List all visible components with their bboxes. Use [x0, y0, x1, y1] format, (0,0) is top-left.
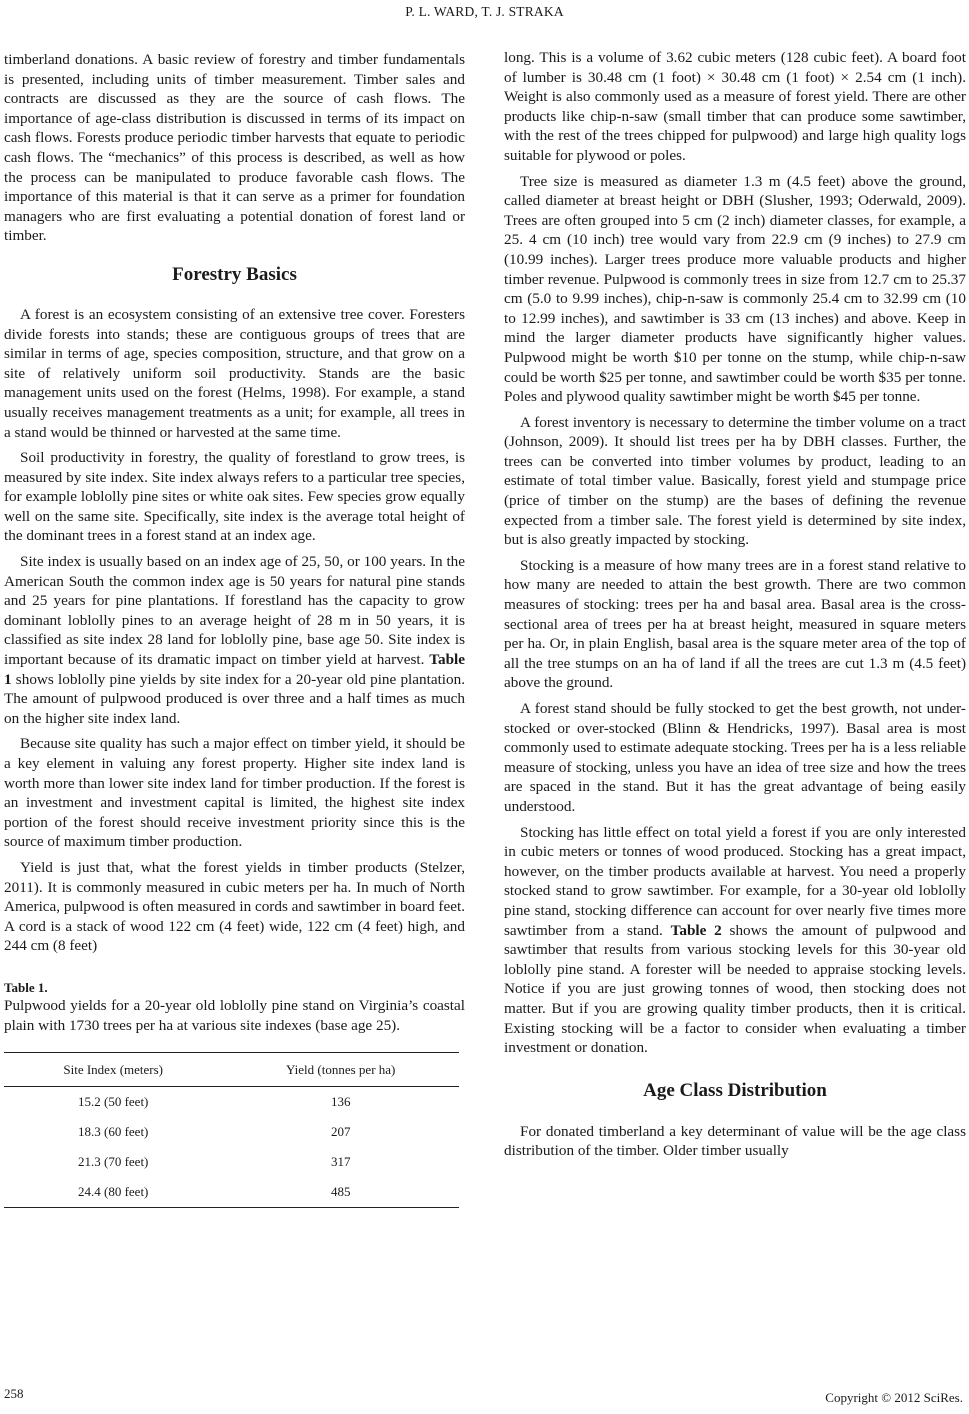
table-row	[4, 1117, 459, 1147]
table2-reference: Table 2	[670, 921, 722, 939]
page-number: 258	[4, 1386, 24, 1401]
table-row	[4, 1177, 459, 1208]
table1-caption: Pulpwood yields for a 20-year old loblolly pine stand on Virginia’s coastal plain with 1730 trees per ha at various site indexes (base age 25).	[4, 996, 465, 1034]
paragraph-site-index	[4, 552, 465, 728]
left-column	[4, 50, 465, 1208]
heading-forestry-basics: Forestry Basics	[172, 263, 297, 285]
table-cell-site-index: 15.2 (50 feet)	[78, 1094, 149, 1110]
right-column	[504, 48, 966, 1161]
paragraph-intro: timberland donations. A basic review of forestry and timber fundamentals is presented, including units of timber measurement. Timber sales and contracts are discussed as they are the source of cash flows. The importance of age-class distribution is discussed in terms of its impact on cash flows. Forests produce periodic timber harvests that equate to periodic cash flows. The “mechanics” of this process is described, as well as how the process can be manipulated to produce favorable cash flows. The importance of this material is that it can serve as a primer for foundation managers who are first evaluating a potential donation of forest land or timber.	[4, 51, 465, 245]
table1-reference: Table 1	[4, 651, 465, 688]
running-head: P. L. WARD, T. J. STRAKA	[405, 4, 564, 19]
paragraph-age-class: For donated timberland a key determinant of value will be the age class distribution of the timber. Older timber usually	[504, 1122, 966, 1160]
site-index-text-post: shows loblolly pine yields by site index for a 20-year old pine plantation. The amount of pulpwood produced is over three and a half times as much on the higher site index land.	[4, 670, 465, 727]
paragraph-forest: A forest is an ecosystem consisting of an extensive tree cover. Foresters divide forests into stands; these are contiguous groups of trees that are similar in terms of age, species composition, structure, and that grow on a site of relatively uniform soil productivity. Stands are the basic management units used on the forest (Helms, 1998). For example, a stand usually receives management treatments as a unit; for example, all trees in a stand would be thinned or harvested at the same time.	[4, 305, 465, 441]
paragraph-soil: Soil productivity in forestry, the quality of forestland to grow trees, is measured by site index. Site index always refers to a particular tree species, for example loblolly pine sites or white oak sites. Few species grow equally well on the same site. Specifically, site index is the average total height of the dominant trees in a forest stand at an index age.	[4, 449, 465, 545]
table-cell-yield: 136	[330, 1094, 351, 1110]
table-cell-site-index: 21.3 (70 feet)	[78, 1154, 149, 1170]
paragraph-fully-stocked: A forest stand should be fully stocked to get the best growth, not under-stocked or over-stocked (Blinn & Hendricks, 1997). Basal area is most commonly used to estimate adequate stocking. Trees per ha is a less reliable measure of stocking, unless you have an idea of tree size and how the trees are spaced in the stand. But it has the great advantage of being easily understood.	[504, 700, 966, 815]
table-header-yield: Yield (tonnes per ha)	[222, 1053, 459, 1087]
table-cell-site-index: 24.4 (80 feet)	[78, 1184, 149, 1200]
table-cell-yield: 207	[330, 1124, 351, 1140]
table-row	[4, 1147, 459, 1177]
table-cell-site-index: 18.3 (60 feet)	[78, 1124, 149, 1140]
paragraph-inventory: A forest inventory is necessary to determine the timber volume on a tract (Johnson, 2009). It should list trees per ha by DBH classes. Further, the trees can be converted into timber volumes by product, leading to an estimate of total timber value. Basically, forest yield and stumpage price (price of timber on the stump) are the bases of defining the revenue expected from a timber sale. The forest yield is determined by site index, but is also greatly impacted by stocking.	[504, 413, 966, 549]
paragraph-cord-continued: long. This is a volume of 3.62 cubic meters (128 cubic feet). A board foot of lumber is 30.48 cm (1 foot) × 30.48 cm (1 foot) × 2.54 cm (1 inch). Weight is also commonly used as a measure of forest yield. There are other products like chip-n-saw (small timber that can produce some sawtimber, with the rest of the trees chipped for pulpwood) and large high quality logs suitable for plywood or poles.	[504, 49, 966, 164]
paragraph-stocking: Stocking is a measure of how many trees are in a forest stand relative to how many are needed to attain the best growth. There are two common measures of stocking: trees per ha and basal area. Basal area is the cross-sectional area of trees per ha at breast height, measured in square meters per ha. Or, in plain English, basal area is the square meter area of the top of all the tree stumps on an ha of land if all the trees are cut 1.3 m (4.5 feet) above the ground.	[504, 556, 966, 692]
table-header-site-index: Site Index (meters)	[4, 1053, 222, 1087]
table-cell-yield: 317	[330, 1154, 351, 1170]
table-cell-yield: 485	[330, 1184, 351, 1200]
table1	[4, 1052, 459, 1208]
table-row	[4, 1087, 459, 1118]
paragraph-yield: Yield is just that, what the forest yields in timber products (Stelzer, 2011). It is commonly measured in cubic meters per ha. In much of North America, pulpwood is often measured in cords and sawtimber in board feet. A cord is a stack of wood 122 cm (4 feet) wide, 122 cm (4 feet) high, and 244 cm (8 feet)	[4, 858, 465, 955]
paragraph-stocking-effect	[504, 823, 966, 1058]
table-header-row	[4, 1053, 459, 1087]
paragraph-tree-size: Tree size is measured as diameter 1.3 m (4.5 feet) above the ground, called diameter at breast height or DBH (Slusher, 1993; Oderwald, 2009). Trees are often grouped into 5 cm (2 inch) diameter classes, for example, a 25. 4 cm (10 inch) tree would vary from 22.9 cm (9 inches) to 27.9 cm (10.99 inches). Larger trees produce more valuable products and higher timber revenue. Pulpwood is commonly trees in size from 12.7 cm to 25.37 cm (5.0 to 9.99 inches), chip-n-saw is commonly 25.4 cm to 32.99 cm (10 to 12.99 inches), and sawtimber is 33 cm (13 inches) and above. Keep in mind the larger diameter products have significantly higher values. Pulpwood might be worth $10 per tonne on the stump, while chip-n-saw could be worth $25 per tonne, and sawtimber could be worth $35 per tonne. Poles and plywood quality sawtimber might be worth $45 per tonne.	[504, 172, 966, 406]
site-index-text-pre: Site index is usually based on an index age of 25, 50, or 100 years. In the American South the common index age is 50 years for natural pine stands and 25 years for pine plantations. If forestland has the capacity to grow dominant loblolly pines to an average height of 28 m in 50 years, it is classified as site index 28 land for loblolly pine, base age 50. Site index is important because of its dramatic impact on timber yield at harvest.	[4, 553, 465, 669]
table1-block	[4, 980, 465, 1208]
copyright-notice: Copyright © 2012 SciRes.	[825, 1390, 963, 1405]
heading-age-class-distribution: Age Class Distribution	[643, 1079, 827, 1101]
paragraph-site-quality: Because site quality has such a major effect on timber yield, it should be a key element in valuing any forest property. Higher site index land is worth more than lower site index land for timber production. If the forest is an investment and investment capital is limited, the highest site index portion of the forest should receive investment priority since this is the source of maximum timber production.	[4, 735, 465, 851]
stocking-effect-text-post: shows the amount of pulpwood and sawtimber that results from various stocking levels for this 30-year old loblolly pine stand. A forester will be needed to appraise stocking levels. Notice if you are just growing tonnes of wood, then stocking does not matter. But if you are growing quality timber products, then it is critical. Existing stocking will be a factor to consider when evaluating a timber investment or donation.	[504, 921, 966, 1057]
stocking-effect-text-pre: Stocking has little effect on total yield a forest if you are only interested in cubic meters or tonnes of wood produced. Stocking has a great impact, however, on the timber products available at harvest. You need a properly stocked stand to grow sawtimber. For example, for a 30-year old loblolly pine stand, stocking difference can account for over nearly five times more sawtimber from a stand.	[504, 823, 966, 939]
table1-label: Table 1.	[4, 979, 48, 995]
